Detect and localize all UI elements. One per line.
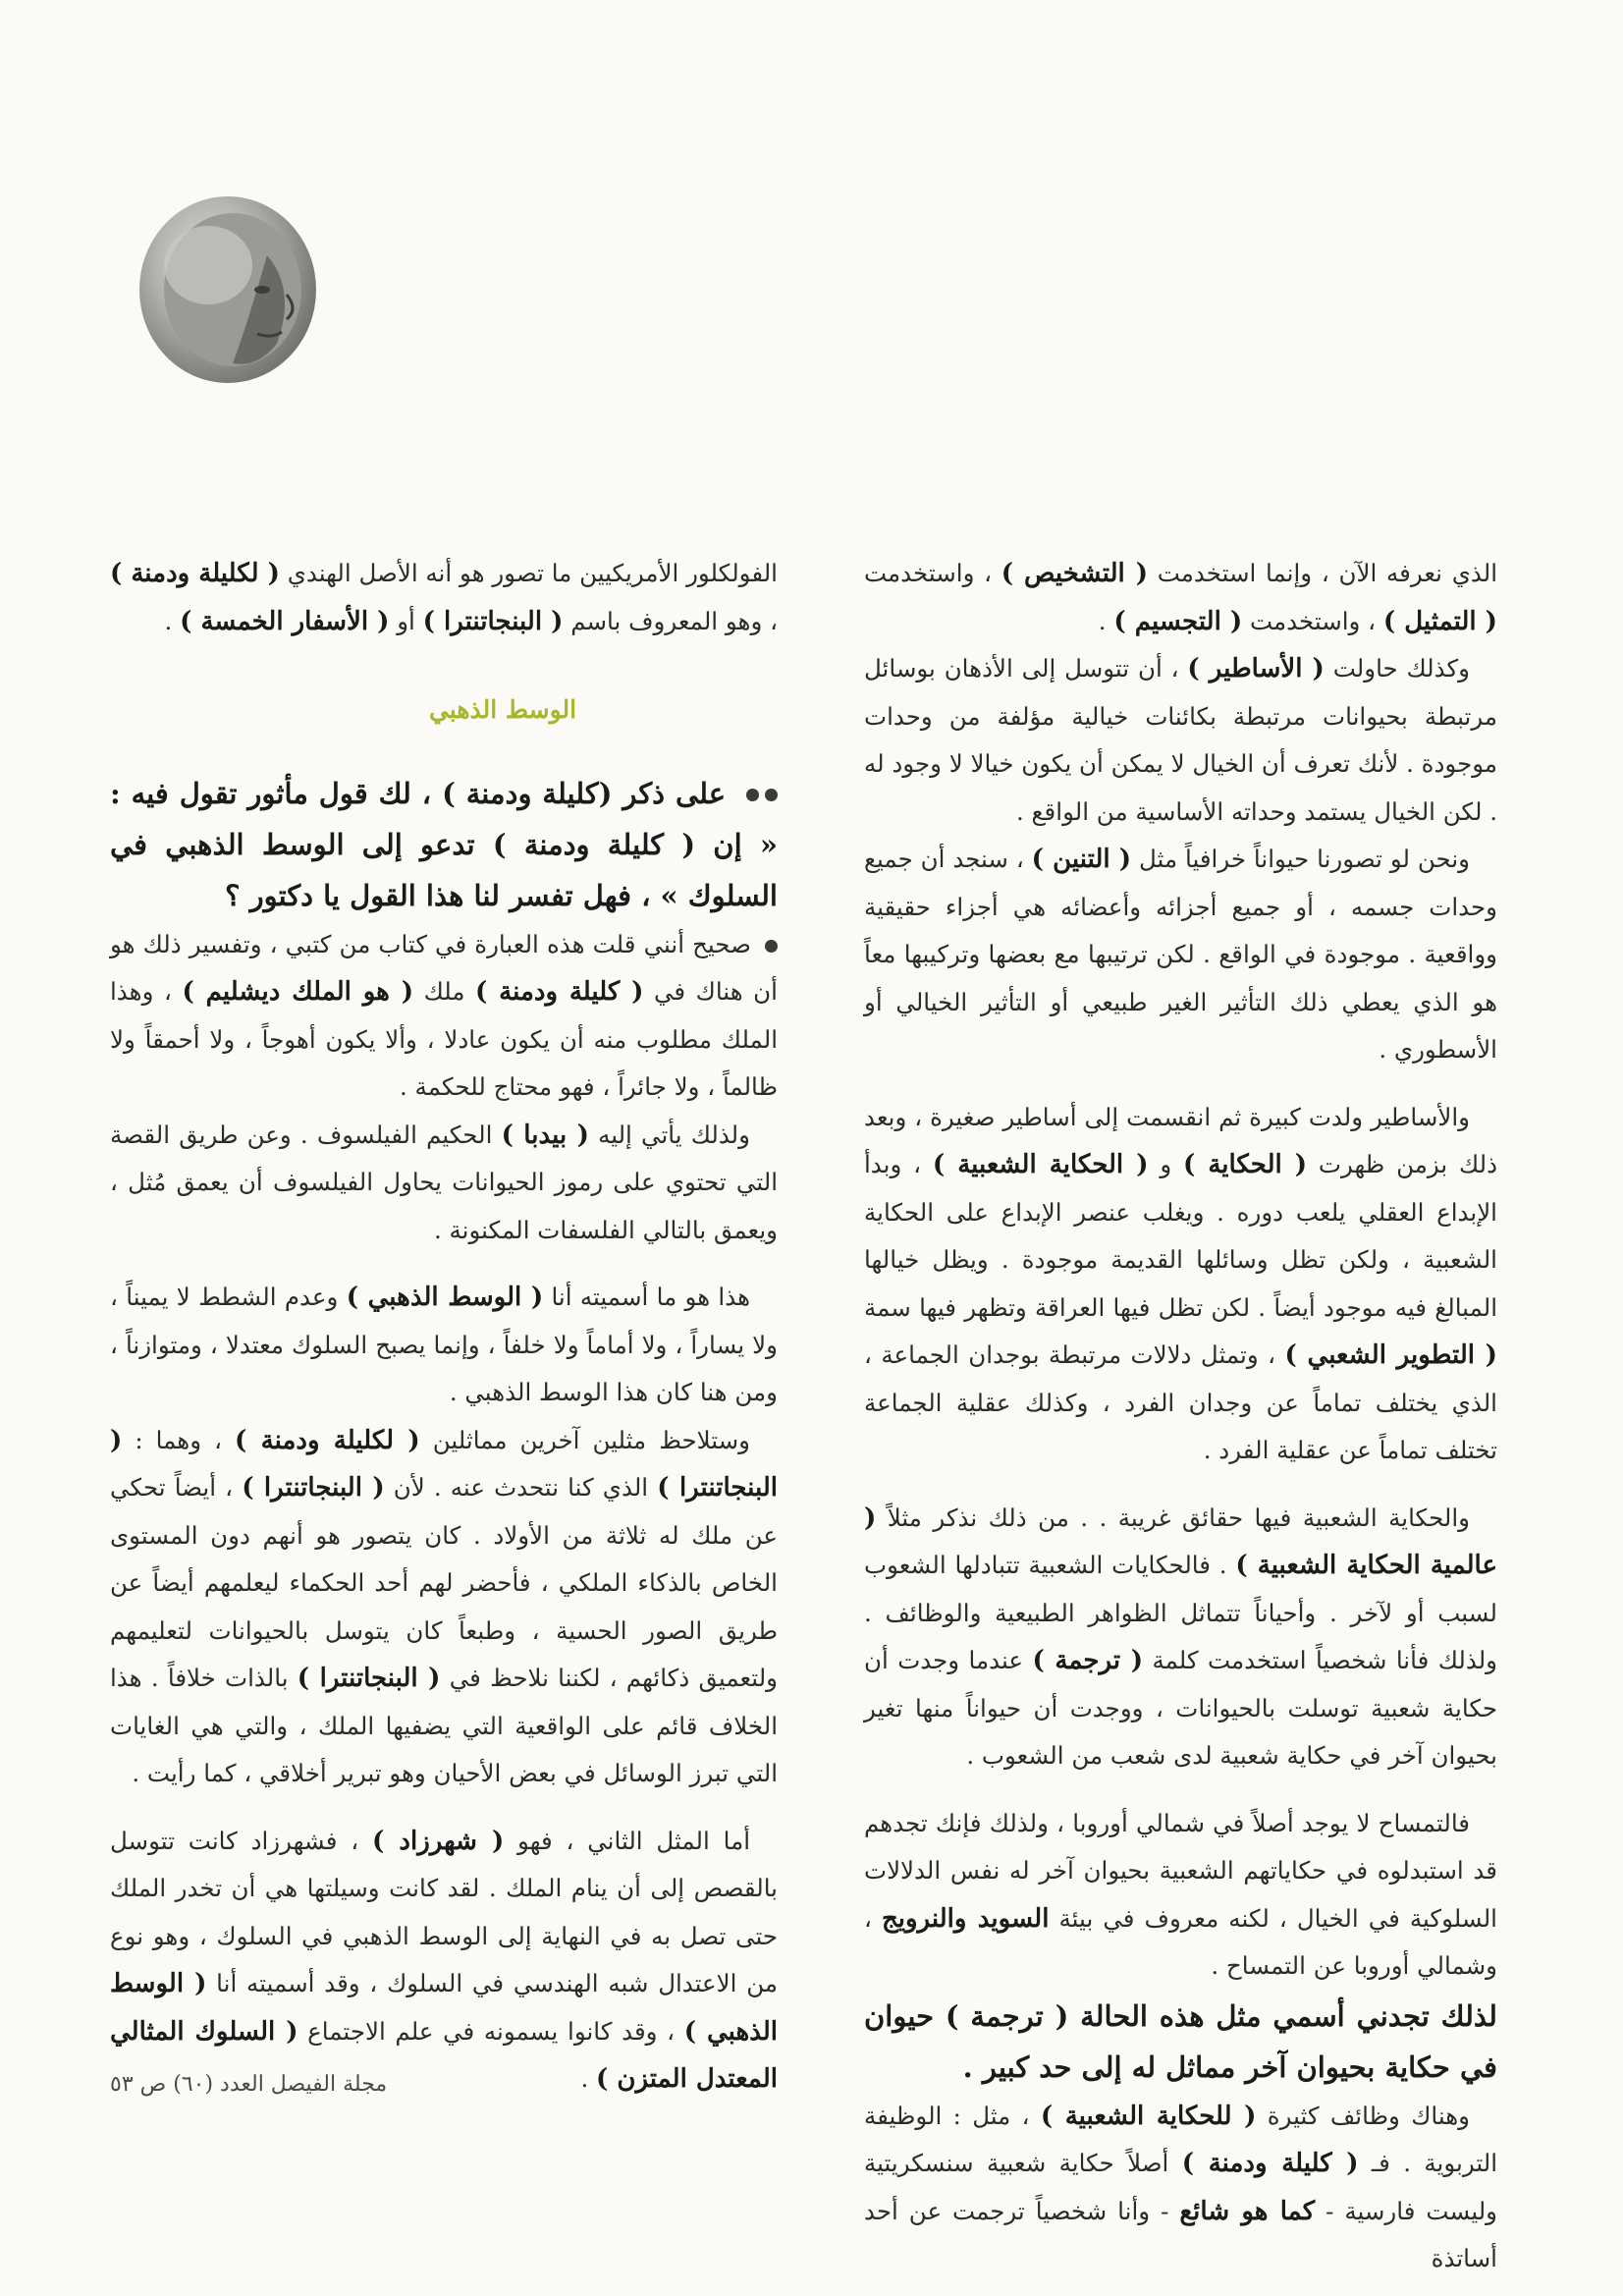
right-column <box>864 550 1497 2283</box>
text-run: ، فشهرزاد كانت تتوسل بالقصص إلى أن ينام الملك . لقد كانت وسيلتها هي أن تخدر الملك حتى تصل به في النهاية إلى الوسط الذهبي في السلوك ، وهو نوع من الاعتدال شبه الهندسي في السلوك ، وقد أسميته أنا <box>110 1826 778 1997</box>
emphasis-term: ( الوسط الذهبي ) <box>346 1283 544 1312</box>
paragraph-folk-tale <box>864 1094 1497 1475</box>
paragraph-universality <box>864 1495 1497 1780</box>
emphasis-term: ( الوسط الذهبي ) <box>110 1969 778 2047</box>
section-heading: الوسط الذهبي <box>428 695 577 724</box>
text-run: وعدم الشطط لا يميناً ، ولا يساراً ، ولا أماماً ولا خلفاً ، وإنما يصبح السلوك معتدلا ، ومتوازناً ، ومن هنا كان هذا الوسط الذهبي . <box>110 1283 778 1406</box>
emphasis-term: ( التشخيص ) <box>1001 559 1149 588</box>
text-run: ، أيضاً تحكي عن ملك له ثلاثة من الأولاد . كان يتصور هو أنهم دون المستوى الخاص بالذكاء الملكي ، فأحضر لهم أحد الحكماء ليعلمهم أيضاً عن طريق الصور الحسية ، وطبعاً كان يتوسل بالحيوانات لتعليمهم ولتعميق ذكائهم ، لكننا نلاحظ في <box>110 1473 779 1692</box>
emphasis-term: ( التطوير الشعبي ) <box>1284 1340 1497 1370</box>
paragraph-bidpai <box>110 1112 778 1255</box>
emphasis-term: ( لكليلة ودمنة ) <box>110 559 280 588</box>
interview-answer <box>110 921 778 1112</box>
text-run: هذا هو ما أسميته أنا <box>543 1283 751 1311</box>
question-text: على ذكر (كليلة ودمنة ) ، لك قول مأثور تقول فيه : « إن ( كليلة ودمنة ) تدعو إلى الوسط الذهبي في السلوك » ، فهل تفسر لنا هذا القول يا دكتور ؟ <box>110 776 778 912</box>
text-run: ، وهما : <box>122 1425 236 1454</box>
emphasis-term: كما هو شائع <box>1179 2196 1316 2226</box>
text-run: وهناك وظائف كثيرة <box>1256 2101 1470 2130</box>
emphasis-term: ( عالمية الحكاية الشعبية ) <box>864 1503 1497 1580</box>
bullet-icon <box>765 789 778 801</box>
emphasis-term: ( التمثيل ) <box>1382 606 1497 636</box>
text-run: الحكيم الفيلسوف . وعن طريق القصة التي تحتوي على رموز الحيوانات يحاول الفيلسوف أن يعمق مُثل ، ويعمق بالتالي الفلسفات المكنونة . <box>110 1120 778 1244</box>
paragraph-functions <box>864 2093 1497 2283</box>
emphasis-term: ( التنين ) <box>1031 845 1132 874</box>
emphasis-term: ( الأسفار الخمسة ) <box>180 606 390 636</box>
text-run: . <box>580 2064 597 2093</box>
text-run: فالتمساح لا يوجد أصلاً في شمالي أوروبا ، ولذلك فإنك تجدهم قد استبدلوه في حكاياتهم الشعبية بحيوان آخر له نفس الدلالات السلوكية في الخيال ، لكنه معروف في بيئة <box>864 1808 1497 1933</box>
emphasis-term: ( البنجاتنترا ) <box>110 1425 778 1503</box>
text-run: والأساطير ولدت كبيرة ثم انقسمت إلى أساطير صغيرة ، وبعد ذلك بزمن ظهرت <box>864 1102 1497 1178</box>
emphasis-term: السويد والنرويج <box>881 1903 1050 1934</box>
author-portrait <box>139 196 316 383</box>
text-run: أما المثل الثاني ، فهو <box>504 1826 750 1855</box>
interview-question <box>110 768 778 921</box>
emphasis-term: ( الأساطير ) <box>1187 654 1325 683</box>
text-run: صحيح أنني قلت هذه العبارة في كتاب من كتبي ، وتفسير ذلك هو أن هناك في <box>110 929 778 1006</box>
text-run: أصلاً حكاية شعبية سنسكريتية وليست فارسية - <box>864 2149 1498 2225</box>
text-run: الذي نعرفه الآن ، وإنما استخدمت <box>1148 559 1498 587</box>
emphasis-term: ( بيدبا ) <box>501 1120 589 1150</box>
paragraph-crocodile <box>864 1800 1497 1991</box>
paragraph-dragon <box>864 836 1497 1074</box>
bullet-icon <box>765 940 778 953</box>
text-run: عندما وجدت أن حكاية شعبية توسلت بالحيوانات ، ووجدت أن حيواناً منها تغير بحيوان آخر في حكاية شعبية لدى شعب من الشعوب . <box>864 1646 1497 1770</box>
text-run: ملك <box>413 977 476 1006</box>
text-run: أو <box>389 606 423 635</box>
text-run: ، واستخدمت <box>864 559 1001 587</box>
emphasis-term: ( ترجمة ) <box>1032 1646 1144 1675</box>
callout-translation: لذلك تجدني أسمي مثل هذه الحالة ( ترجمة ) حيوان في حكاية بحيوان آخر مماثل له إلى حد كبير . <box>864 1998 1497 2084</box>
paragraph-golden-mean <box>110 1274 778 1417</box>
emphasis-term: ( كليلة ودمنة ) <box>1181 2149 1359 2178</box>
emphasis-term: ( كليلة ودمنة ) <box>475 977 644 1007</box>
page-footer: مجلة الفيصل العدد (٦٠) ص ٥٣ <box>110 2072 388 2097</box>
text-run: ، وقد كانوا يسمونه في علم الاجتماع <box>298 2016 684 2046</box>
left-column <box>110 550 778 2104</box>
paragraph-personification <box>864 550 1497 645</box>
text-run: وستلاحظ مثلين آخرين مماثلين <box>419 1425 750 1454</box>
paragraph-myths <box>864 645 1497 836</box>
emphasis-term: ( الحكاية ) <box>1182 1150 1308 1179</box>
answer-text <box>110 930 778 1102</box>
emphasis-term: ( البنجاتنترا ) <box>297 1664 441 1693</box>
emphasis-term: ( للحكاية الشعبية ) <box>1040 2101 1257 2131</box>
emphasis-term: ( التجسيم ) <box>1113 606 1243 636</box>
text-run: ، وتمثل دلالات مرتبطة بوجدان الجماعة ، الذي يختلف تماماً عن وجدان الفرد ، وكذلك عقلية الجماعة تختلف تماماً عن عقلية الفرد . <box>864 1340 1497 1464</box>
emphasis-term: ( لكليلة ودمنة ) <box>235 1425 420 1455</box>
text-run: و <box>1148 1150 1183 1178</box>
text-run: ، وبدأ الإبداع العقلي يلعب دوره . ويغلب عنصر الإبداع على الحكاية الشعبية ، ولكن تظل وسائلها القديمة موجودة . ويظل خيالها المبالغ فيه موجود أيضاً . لكن تظل فيها العراقة وتظهر فيها سمة <box>864 1150 1497 1322</box>
text-run: ، وهو المعروف باسم <box>563 606 778 635</box>
text-run: . فالحكايات الشعبية تتبادلها الشعوب لسبب أو لآخر . وأحياناً تتماثل الظواهر الطبيعية والوظائف . ولذلك فأنا شخصياً استخدمت كلمة <box>864 1551 1497 1674</box>
text-run: الذي كنا نتحدث عنه . لأن <box>384 1473 658 1502</box>
emphasis-term: ( البنجاتنترا ) <box>422 606 564 636</box>
bullet-icon <box>746 789 759 801</box>
text-run: - وأنا شخصياً ترجمت عن أحد أساتذة <box>864 2196 1497 2272</box>
text-run: ، سنجد أن جميع وحدات جسمه ، أو جميع أجزائه وأعضائه هي أجزاء حقيقية وواقعية . موجودة في الواقع . لكن ترتيبها مع بعضها وتركيبها معاً هو الذي يعطي ذلك التأثير الغير طبيعي أو التأثير الخيالي أو الأسطوري . <box>864 845 1497 1064</box>
text-run: بالذات خلافاً . هذا الخلاف قائم على الواقعية التي يضفيها الملك ، والتي هي الغايات التي تبرز الوسائل في بعض الأحيان وهو تبرير أخلاقي ، كما رأيت . <box>110 1664 778 1787</box>
emphasis-term: ( البنجاتنترا ) <box>242 1473 385 1503</box>
text-run: ، وشمالي أوروبا عن التمساح . <box>864 1903 1497 1980</box>
text-run: وكذلك حاولت <box>1324 654 1470 683</box>
emphasis-term: ( السلوك المثالي المعتدل المتزن ) <box>110 2016 778 2094</box>
paragraph-intro <box>110 550 778 645</box>
text-run: ، مثل : الوظيفة التربوية . فـ <box>864 2101 1497 2177</box>
paragraph-panchatantra <box>110 1417 778 1798</box>
emphasis-term: ( الحكاية الشعبية ) <box>932 1150 1149 1179</box>
text-run: ، أن تتوسل إلى الأذهان بوسائل مرتبطة بحيوانات مرتبطة بكائنات خيالية مؤلفة من وحدات موجودة . لأنك تعرف أن الخيال لا يمكن أن يكون خيالا لا وجود له . لكن الخيال يستمد وحداته الأساسية من الواقع . <box>864 654 1497 826</box>
emphasis-term: ( هو الملك ديشليم ) <box>182 977 414 1007</box>
text-run: والحكاية الشعبية فيها حقائق غريبة . . من ذلك نذكر مثلاً <box>876 1503 1470 1532</box>
text-run: ونحن لو تصورنا حيواناً خرافياً مثل <box>1131 845 1470 873</box>
text-run: ، واستخدمت <box>1242 606 1383 635</box>
text-run: الفولكلور الأمريكيين ما تصور هو أنه الأصل الهندي <box>279 559 778 587</box>
text-run: . <box>164 606 181 635</box>
paragraph-scheherazade <box>110 1818 778 2104</box>
text-run: ، وهذا الملك مطلوب منه أن يكون عادلا ، وألا يكون أهوجاً ، ولا أحمقاً ولا ظالماً ، ولا جائراً ، فهو محتاج للحكمة . <box>110 977 778 1101</box>
emphasis-term: ( شهرزاد ) <box>372 1826 505 1856</box>
portrait-illustration <box>139 196 316 383</box>
text-run: . <box>1098 606 1114 635</box>
text-run: ولذلك يأتي إليه <box>588 1120 750 1149</box>
